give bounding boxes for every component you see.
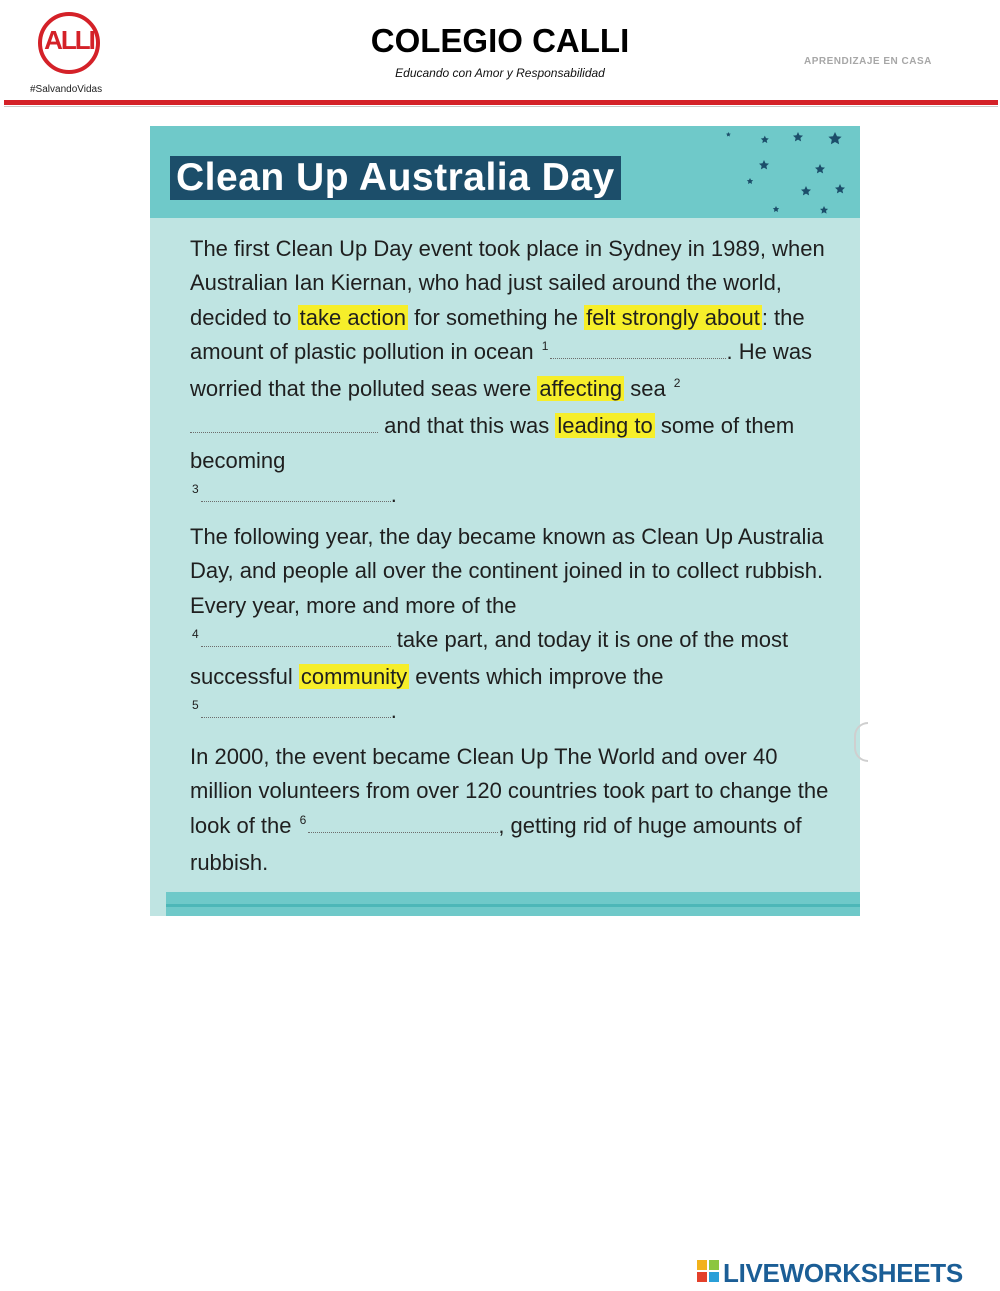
answer-blank-5[interactable]: [201, 699, 391, 718]
blank-number: 2: [673, 376, 681, 391]
paragraph-3: [190, 740, 840, 880]
paragraph-text: The following year, the day became known as Clean Up Australia Day, and people all over the continent joined in to collect rubbish. Every year, more and more of the: [190, 524, 824, 618]
section-label: APRENDIZAJE EN CASA: [804, 56, 932, 67]
footer-brand: LIVEWORKSHEETS: [723, 1258, 963, 1288]
paragraph-text: take part, and today it is one of the most successful: [190, 626, 789, 690]
highlighted-phrase: leading to: [557, 413, 653, 439]
side-bracket-icon: [854, 722, 868, 762]
blank-number: 4: [192, 626, 199, 641]
hashtag-label: #SalvandoVidas: [30, 84, 103, 95]
paragraph-text: events which improve the: [409, 664, 664, 690]
answer-blank-4[interactable]: [201, 628, 391, 647]
paragraph-text: . He was worried that the polluted seas were: [190, 338, 813, 402]
header-divider: [4, 100, 998, 105]
answer-blank-6[interactable]: [308, 814, 498, 833]
paragraph-text: , getting rid of huge amounts of rubbish.: [190, 812, 802, 875]
paragraph-text: The first Clean Up Day event took place in Sydney in 1989, when Australian Ian Kiernan, who had just sailed around the world, decided to: [190, 236, 825, 330]
highlighted-phrase: take action: [299, 304, 407, 330]
blank-number: 6: [299, 812, 307, 827]
worksheet-card: [150, 126, 860, 916]
school-name: COLEGIO CALLI: [370, 22, 630, 59]
logo-lettering: ALLI: [44, 25, 94, 55]
blank-number: 5: [192, 698, 199, 713]
paragraph-text: In 2000, the event became Clean Up The World and over 40 million volunteers from over 120 countries took part to change the look of the: [190, 744, 829, 838]
answer-blank-1[interactable]: [550, 340, 726, 359]
header-divider-shadow: [4, 106, 998, 107]
page-header: [0, 0, 1000, 110]
blank-number: 1: [541, 338, 549, 353]
paragraph-text: : the amount of plastic pollution in ocean: [190, 304, 805, 364]
answer-blank-3[interactable]: [201, 483, 391, 502]
stars-decoration-icon: [720, 126, 860, 226]
paragraph-text: some of them becoming: [190, 413, 795, 473]
paragraph-1: [190, 232, 840, 515]
answer-blank-2[interactable]: [190, 414, 378, 433]
paragraph-text: .: [390, 698, 397, 724]
paragraph-text: and that this was: [378, 413, 556, 439]
bottom-band-line: [166, 904, 860, 907]
paragraph-text: for something he: [408, 304, 585, 330]
blank-number: 3: [192, 482, 199, 497]
card-title: Clean Up Australia Day: [170, 156, 621, 200]
liveworksheets-logo-icon: [697, 1260, 719, 1282]
paragraph-2: [190, 520, 840, 732]
highlighted-phrase: affecting: [539, 376, 623, 402]
paragraph-text: .: [390, 482, 397, 508]
school-motto: Educando con Amor y Responsabilidad: [395, 66, 605, 80]
highlighted-phrase: felt strongly about: [586, 304, 760, 330]
paragraph-text: sea: [624, 376, 672, 402]
highlighted-phrase: community: [300, 664, 408, 690]
